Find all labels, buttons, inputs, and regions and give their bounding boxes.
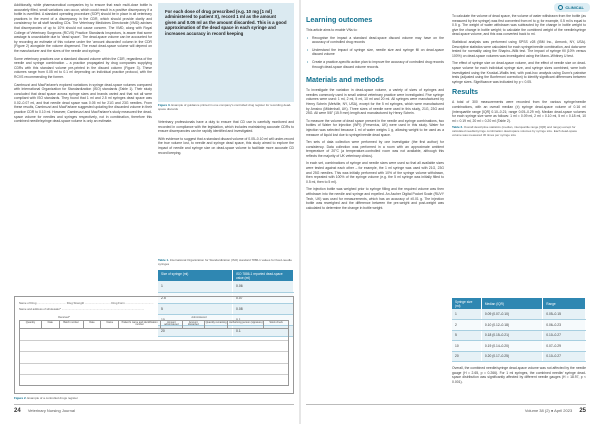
paragraph: The injection bottle was weighed prior to syringe filling and the required volume was then withdrawn into the needle and syringe and expelled. An Ascher Digital Pocket Scale (RUVY Tech, UK) was used for measurements, which has an accuracy of ±0.01 g. The injection bottle was reweighed and the difference between the pre-weight and post-weight was calculated to determine the change in bottle weight.	[306, 187, 444, 210]
learning-outcomes-heading: Learning outcomes	[306, 15, 373, 24]
paragraph: Additionally, while pharmaceutical companies try to ensure that each multi-dose bottle is accurately filled, small variations can occur, which could result in a positive discrepancy if a bottle is overfilled. A standard operating procedure (SOP) should be in place in all veterinary practices in the event of a discrepancy in the CDR, which should provide clarity and consistency for all staff handling CDs. The Veterinary Medicines Directorate (VMD) advises that discrepancies of up to 10% should not cause concern. The VMD, along with Royal College of Veterinary Surgeons (RCVS) Practice Standards Inspectors, is aware that some wastage is unavoidable due to 'dead space'. The dead-space volume can be accounted for by recording an estimate of this volume under the 'amount discarded' column in the CDR (Figure 2) alongside the volume dispensed. The exact dead-space volume will depend on the manufacturer and the sizes of the needle and syringe.	[14, 3, 152, 53]
paragraph: A total of 300 measurements were recorded from the various syringe/needle combinations, with an overall median (±) syringe dead-space volume of 0.16 ml (interquartile range [IQR] 0.10–0.21; range 0.05–0.29 ml). Median dead-space volumes for each syringe size were as follows: 1 ml = 0.09 ml, 2 ml = 0.10 ml, 5 ml = 0.18 ml, 10 ml = 0.19 ml, 20 ml = 0.20 ml (Table 2).	[452, 100, 586, 123]
paragraph: To calculate the volume of dead space, the volume of water withdrawn from the bottle (as measured by the syringe) was first converted from ml to g; for example, 0.5 ml is equal to 0.5 g. The weight of water withdrawn was subtracted by the change in bottle weight to give the change in bottle weight; to calculate the combined weight of the needle/syringe dead-space volume, and this was converted back to ml.	[452, 14, 586, 37]
table-header: Syringe size (ml)	[452, 298, 481, 309]
figure2-text: Example of a controlled drugs register	[27, 396, 78, 400]
paragraph: To measure the volume of dead space present in the needle and syringe combinations, two bottles of Water for Injection (WFI) (Fresenius, UK) were used in this study. Water for injection was selected because 1 ml of water weighs 1 g, allowing weight to be used as a measure of liquid lost due to syringe/needle dead space.	[306, 118, 444, 137]
form-column: Name	[101, 321, 119, 328]
table-cell: 0.19 (0.14–0.20)	[481, 341, 542, 352]
figure3-text: Example of guidance printed in one company's controlled drug register for recording dead-space discards	[158, 103, 292, 111]
form-row	[20, 375, 288, 387]
journal-name: Veterinary Nursing Journal	[27, 408, 75, 413]
table-header: Median (IQR)	[481, 298, 542, 309]
form-column: Batch number	[60, 321, 84, 328]
form-column-headers	[20, 321, 288, 329]
form-row	[20, 341, 288, 353]
table-row	[452, 351, 586, 362]
table-cell: 0.20 (0.17–0.25)	[481, 351, 542, 362]
table2-caption	[452, 126, 586, 138]
callout-text: For each dose of drug prescribed (e.g. 10 mg [1 ml] administered to patient X), record 1 ml as the amount given and 0.05 ml as the amount discarded. This is a good approximation of the dead space in each syringe and increases accuracy in record keeping	[165, 9, 287, 36]
table-cell: 0.06–0.23	[543, 320, 586, 331]
table1-label: Table 1.	[158, 258, 169, 262]
clinical-icon	[558, 5, 563, 10]
form-wholesaler-line: Name and address of wholesaler* ..........................................................................................................	[19, 307, 145, 311]
paragraph: Overall, the combined needle/syringe dead-space volume was not affected by the needle gauge (H = 2.65, p = 0.266). For 1 ml syringes, the combined needle/ syringe dead-space distribution was significantly affected by different needle gauges (H = 18.97, p < 0.001).	[452, 366, 586, 384]
paragraph: Veterinary professionals have a duty to ensure that CD use is carefully monitored and recorded in compliance with the legislation, which includes maintaining accurate CDRs to ensure discrepancies can be rapidly identified and investigated.	[158, 120, 294, 134]
paragraph: In each set, combinations of syringe and needle sizes were used so that all available sizes were tested against each other – for example, the 1 ml syringe was used with 21G, 23G and 25G needles. This was initially performed with 10% of the syringe volume withdrawn, then repeated with 100% of the syringe volume (e.g. the 5 ml syringe was initially filled to 0.5 ml, then to 5 ml).	[306, 161, 444, 184]
form-column: Amount discarded	[183, 321, 205, 328]
form-grid	[19, 320, 289, 386]
table-cell: 20	[452, 351, 481, 362]
form-row	[20, 364, 288, 376]
right-column-1	[306, 14, 444, 213]
footer-rule	[14, 404, 294, 405]
table-cell: 5	[452, 330, 481, 341]
paragraph: Ten sets of data collection were performed by one investigator (the first author) for consistency. Data collection was performed in a room with an approximate ambient temperature of 20°C (a temperature-controlled room was not available, although this reflects the majority of UK veterinary clinics).	[306, 140, 444, 158]
form-column: Patient's name and identification number	[119, 321, 161, 328]
table-cell: 0.08	[233, 303, 294, 314]
table-cell: 0.1	[233, 314, 294, 325]
paragraph: The effect of syringe size on dead-space volume, and the effect of needle size on dead-space volume for each individual syringe size, and syringe sizes combined, were both investigated using the Kruskal–Wallis test, with post-hoc analysis using Dunn's pairwise tests (adjusted using the Bonferroni correction) to identify significant differences between syringe sizes. Significance was indicated by p < 0.05.	[452, 61, 586, 84]
table-row	[158, 281, 294, 292]
paragraph: To investigate the variation in dead-space volume, a variety of sizes of syringes and needles commonly used in small animal veterinary practice were investigated. Five syringe volumes were used: 1 ml, 2 ml, 5 ml, 10 ml and 20 ml. All syringes were manufactured by Henry Schein (Melville, NY, USA), except for the 5 ml syringes, which were manufactured by Amsino (Mildenhall, UK). Three sizes of needle were used in this study, 21G, 23G and 25G. All were 5/8" (15.9 mm) length and manufactured by Henry Schein.	[306, 88, 444, 116]
controlled-drug-register-form	[14, 296, 294, 394]
figure3-label: Figure 3.	[158, 103, 171, 107]
table-cell: 0.18 (0.15–0.21)	[481, 330, 542, 341]
figure3-caption	[158, 104, 294, 112]
table-cell: 1	[158, 281, 233, 292]
form-row	[20, 329, 288, 341]
paragraph: Cambruzzi and MacFarlane's explored variations in syringe dead-space volumes compared with International Organization for Standardization (ISO) standards (Table 1). Their study concluded that dead space across syringe sizes and brands varied and that not all were compliant with ISO standards. They found that 1 ml and 2.5 ml syringes dead space was 0.02–0.07 ml, and that needle dead space was 0.05 ml for 21G and 23G needles. From these results, Cambruzzi and MacFarlane suggested updating the discarded volume in their practice CDR to 0.10 ml. However, Cambruzzi and MacFarlane's study measured the dead-space volume for needles and syringes respectively, not in combination, therefore this combined needle/syringe dead-space volume is only an estimate.	[14, 82, 152, 124]
table-header: ISO 7886-1 reported dead-space value (ml)	[233, 270, 294, 281]
table-cell: 0.10 (0.12–0.18)	[481, 320, 542, 331]
list-item: • Understand the impact of syringe size, needle size and syringe fill on dead-space discard volume	[306, 48, 444, 57]
table-row	[452, 341, 586, 352]
table1-caption	[158, 259, 294, 267]
table-header: Range	[543, 298, 586, 309]
section-badge	[554, 3, 590, 12]
methods-heading: Materials and methods	[306, 75, 384, 85]
table-cell: 2.5	[158, 292, 233, 303]
right-column-2	[452, 14, 586, 138]
form-drug-line: Name of Drug ..................................... Drug Strength ................................. Drug Form ....................................	[19, 301, 154, 305]
results-heading: Results	[452, 87, 478, 97]
right-footer	[525, 408, 586, 414]
learning-outcomes-list	[306, 36, 444, 70]
form-section-headers	[19, 316, 289, 319]
table-row	[452, 320, 586, 331]
table-cell: 1	[452, 309, 481, 320]
table2-label: Table 2.	[452, 125, 463, 130]
issue-info: Volume 38 (2) ● April 2023	[524, 408, 573, 413]
paragraph: Statistical analysis was performed using SPSS v28 (IBM Inc., Armonk, NY, USA). Descriptive statistics were calculated for each syringe/needle combination, and data were tested for normality using the Shapiro–Wilk test. The impact of syringe fill (10% versus 100%) on dead-space volumes was investigated using the Mann–Whitney U test.	[452, 39, 586, 58]
form-column: Quantity	[20, 321, 42, 328]
received-header: Received*	[58, 316, 70, 319]
page-gutter	[299, 0, 301, 424]
list-item: • Create a practice-specific action plan to improve the accuracy of controlled drug records through dead-space discard volume records.	[306, 60, 444, 69]
list-item: • Recognise the impact a standard dead-space discard volume may have on the accuracy of controlled drug records	[306, 36, 444, 45]
paragraph: This article aims to enable VNs to:	[306, 28, 358, 32]
form-column: Authorising person (signature)	[228, 321, 264, 328]
form-column: Date	[84, 321, 102, 328]
figure2-label: Figure 2.	[14, 396, 27, 400]
footer-rule	[306, 404, 586, 405]
left-column-2	[158, 120, 294, 158]
table-cell: 0.06	[233, 281, 294, 292]
table-cell: 0.07	[233, 292, 294, 303]
table-cell: 0.07–0.29	[543, 341, 586, 352]
administered-header: Administered	[191, 316, 207, 319]
table-header: Size of syringe (ml)	[158, 270, 233, 281]
badge-label: CLINICAL	[565, 5, 584, 10]
page-number: 24	[14, 408, 21, 414]
table-cell: 2	[452, 320, 481, 331]
table2-caption-text: Overall descriptive statistics (median, interquartile range [IQR] and range) except for calculated needle/syringe combination dead-space volumes by syringe size. Each dead-space volume was measured 30 times per syringe size	[452, 125, 578, 138]
form-row	[20, 352, 288, 364]
table-2	[452, 298, 586, 384]
table-cell: 20	[158, 325, 233, 336]
table-cell: 0.10–0.27	[543, 330, 586, 341]
table-cell: 0.10–0.27	[543, 351, 586, 362]
table-cell: 5	[158, 303, 233, 314]
left-column-1	[14, 3, 152, 127]
paragraph: Some veterinary practices use a standard discard volume within the CDR, regardless of the needle and syringe combination – a practice propagated by drug companies supplying CDRs with this standard volume pre-printed in the discard column (Figure 3). These volumes range from 0.05 ml to 0.1 ml depending on individual practice protocol, with the RCVS recommending the former.	[14, 56, 152, 79]
form-column: Date	[42, 321, 60, 328]
page-number: 25	[579, 408, 586, 414]
form-column: Quantity remaining	[205, 321, 229, 328]
table-row	[452, 309, 586, 320]
table-row	[452, 330, 586, 341]
table-cell: 10	[452, 341, 481, 352]
left-footer	[14, 408, 75, 414]
paragraph: With evidence to suggest that a standard discard volume of 0.05–0.10 ml will under-record the true volume lost, to needle and syringe dead space, this study aimed to explore the impact of needle and syringe size on dead-space volume to facilitate more accurate CD record keeping.	[158, 136, 294, 155]
form-column: Stock check	[269, 320, 283, 324]
table-cell: 0.1	[233, 325, 294, 336]
figure2-caption	[14, 397, 78, 401]
form-column: Amount administered	[161, 321, 183, 328]
table-cell: 0.05–0.15	[543, 309, 586, 320]
table-cell: 10	[158, 314, 233, 325]
table-cell: 0.09 (0.07–0.10)	[481, 309, 542, 320]
key-point-callout	[158, 3, 294, 102]
table1-caption-text: International Organization for Standardization (ISO) standard 7886-1 values for fixed-needle syringes	[158, 258, 292, 266]
